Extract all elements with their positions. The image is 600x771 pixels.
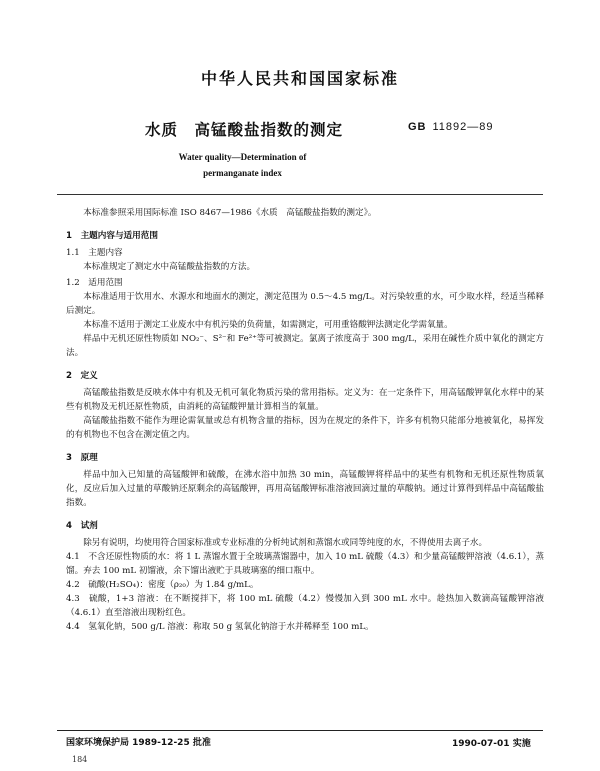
section-1-heading: 1 主题内容与适用范围 — [66, 231, 158, 241]
section-4-1: 4.1 不含还原性物质的水：将 1 L 蒸馏水置于全玻璃蒸馏器中，加入 10 mL 硫酸（4.3）和少量高锰酸钾溶液（4.6.1），蒸馏。弃去 100 mL 初馏液，余下馏出液贮于具玻璃塞的细口瓶中。 — [66, 552, 544, 576]
english-title — [0, 149, 485, 181]
national-standard-heading: 中华人民共和国国家标准 — [200, 69, 399, 88]
section-2-paragraph-1: 高锰酸盐指数是反映水体中有机及无机可氧化物质污染的常用指标。定义为：在一定条件下，用高锰酸钾氧化水样中的某些有机物及无机还原性物质，由消耗的高锰酸钾量计算相当的氧量。 — [66, 388, 544, 412]
header-divider — [57, 194, 543, 195]
section-2-heading: 2 定义 — [66, 371, 98, 381]
standard-number: 11892—89 — [432, 121, 494, 133]
document-title: 水质 高锰酸盐指数的测定 — [145, 121, 344, 139]
page-number: 184 — [72, 755, 88, 764]
section-1-2-heading: 1.2 适用范围 — [66, 278, 123, 288]
section-1-2-paragraph-1: 本标准适用于饮用水、水源水和地面水的测定，测定范围为 0.5～4.5 mg/L。对污染较重的水，可少取水样，经适当稀释后测定。 — [66, 292, 544, 316]
english-title-line-2: permanganate index — [203, 168, 282, 178]
approval-date: 国家环境保护局 1989-12-25 批准 — [66, 738, 211, 748]
section-1-1-heading: 1.1 主题内容 — [66, 248, 123, 258]
section-3-paragraph-1: 样品中加入已知量的高锰酸钾和硫酸，在沸水浴中加热 30 min，高锰酸钾将样品中的某些有机物和无机还原性物质氧化，反应后加入过量的草酸钠还原剩余的高锰酸钾，再用高锰酸钾标准溶液回滴过量的草酸钠。通过计算得到样品中高锰酸盐指数。 — [66, 470, 544, 508]
standard-code — [408, 121, 494, 133]
section-1-2-paragraph-3: 样品中无机还原性物质如 NO₂⁻、S²⁻和 Fe²⁺等可被测定。氯离子浓度高于 300 mg/L，采用在碱性介质中氧化的测定方法。 — [66, 334, 544, 358]
section-4-intro: 除另有说明，均使用符合国家标准或专业标准的分析纯试剂和蒸馏水或同等纯度的水，不得使用去离子水。 — [83, 538, 488, 548]
section-4-3: 4.3 硫酸，1+3 溶液：在不断搅拌下，将 100 mL 硫酸（4.2）慢慢加入到 300 mL 水中。趁热加入数滴高锰酸钾溶液（4.6.1）直至溶液出现粉红色。 — [66, 594, 544, 618]
section-2-paragraph-2: 高锰酸盐指数不能作为理论需氧量或总有机物含量的指标，因为在规定的条件下，许多有机物只能部分地被氧化，易挥发的有机物也不包含在测定值之内。 — [66, 416, 544, 440]
intro-paragraph: 本标准参照采用国际标准 ISO 8467—1986《水质 高锰酸盐指数的测定》。 — [83, 208, 377, 218]
effective-date: 1990-07-01 实施 — [452, 739, 531, 749]
document-body — [66, 206, 544, 634]
section-1-2-paragraph-2: 本标准不适用于测定工业废水中有机污染的负荷量，如需测定，可用重铬酸钾法测定化学需氧量。 — [83, 320, 453, 330]
standard-prefix: GB — [408, 121, 427, 133]
section-4-4: 4.4 氢氧化钠，500 g/L 溶液：称取 50 g 氢氧化钠溶于水并稀释至 100 mL。 — [66, 622, 374, 632]
section-1-1-text: 本标准规定了测定水中高锰酸盐指数的方法。 — [83, 262, 256, 272]
section-3-heading: 3 原理 — [66, 453, 98, 463]
section-4-2: 4.2 硫酸(H₂SO₄)：密度（ρ₂₀）为 1.84 g/mL。 — [66, 580, 259, 590]
footer-divider — [57, 730, 543, 731]
section-4-heading: 4 试剂 — [66, 521, 98, 531]
english-title-line-1: Water quality—Determination of — [178, 152, 307, 162]
